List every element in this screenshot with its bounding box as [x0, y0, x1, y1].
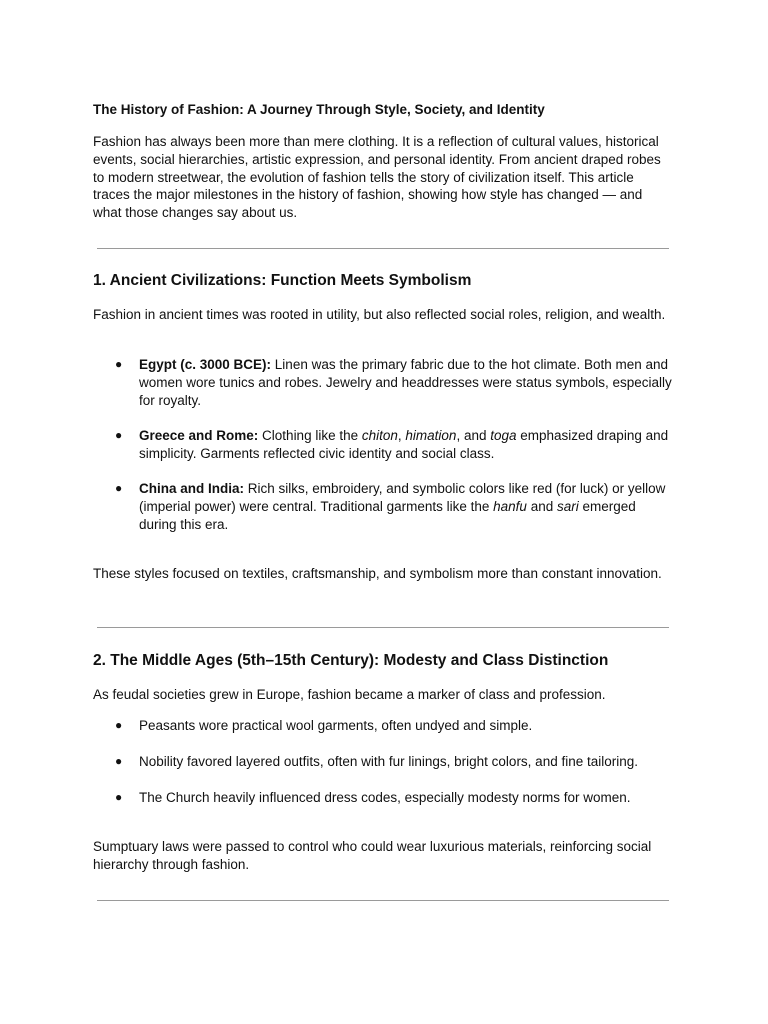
bullet-icon: ●: [115, 754, 123, 768]
bullet-icon: ●: [115, 481, 123, 495]
bullet-list-middle-ages: [93, 753, 673, 771]
bullet-text: Peasants wore practical wool garments, often undyed and simple.: [139, 718, 533, 733]
list-item: [93, 427, 673, 463]
list-item: [93, 753, 673, 771]
bullet-text: emphasized draping and simplicity. Garments reflected civic identity and social class.: [139, 428, 669, 461]
bullet-label: Greece and Rome:: [139, 428, 259, 443]
bullet-text: and: [526, 498, 557, 514]
bullet-list-ancient: [93, 427, 673, 463]
bullet-label: Egypt (c. 3000 BCE):: [139, 357, 272, 372]
section-divider: [97, 627, 669, 628]
list-item: [93, 480, 673, 533]
bullet-icon: ●: [115, 357, 123, 371]
section-divider: [97, 248, 669, 249]
section-closing-middle-ages: Sumptuary laws were passed to control who could wear luxurious materials, reinforcing social hierarchy through fashion.: [93, 839, 652, 872]
bullet-text: emerged during this era.: [139, 498, 636, 532]
bullet-icon: ●: [115, 718, 123, 732]
section-heading-ancient: 1. Ancient Civilizations: Function Meets Symbolism: [93, 272, 472, 289]
bullet-list-ancient: [93, 356, 673, 409]
list-item: [93, 717, 673, 735]
bullet-list-middle-ages: [93, 717, 673, 735]
garment-term: hanfu: [493, 498, 527, 514]
bullet-list-ancient: [93, 480, 673, 533]
garment-term: sari: [556, 498, 579, 514]
bullet-list-middle-ages: [93, 789, 673, 807]
section-divider: [97, 900, 669, 901]
section-closing-ancient: These styles focused on textiles, craftsmanship, and symbolism more than constant innovation.: [93, 566, 662, 581]
bullet-label: China and India:: [139, 481, 245, 496]
section-lead-middle-ages: As feudal societies grew in Europe, fashion became a marker of class and profession.: [93, 687, 606, 702]
garment-term: chiton: [361, 428, 398, 443]
bullet-text: Linen was the primary fabric due to the hot climate. Both men and women wore tunics and robes. Jewelry and headdresses were status symbols, especially for royalty.: [139, 357, 672, 408]
bullet-text: , and: [456, 428, 491, 443]
bullet-icon: ●: [115, 790, 123, 804]
list-item: [93, 789, 673, 807]
document-title: The History of Fashion: A Journey Through Style, Society, and Identity: [93, 102, 545, 117]
bullet-text: Rich silks, embroidery, and symbolic colors like red (for luck) or yellow (imperial power) were central. Traditional garments like the: [139, 481, 666, 514]
section-heading-middle-ages: 2. The Middle Ages (5th–15th Century): Modesty and Class Distinction: [93, 652, 609, 669]
intro-paragraph: Fashion has always been more than mere clothing. It is a reflection of cultural values, historical events, social hierarchies, artistic expression, and personal identity. From ancient draped robes to modern streetwear, the evolution of fashion tells the story of civilization itself. This article traces the major milestones in the history of fashion, showing how style has changed — and what those changes say about us.: [93, 134, 661, 221]
garment-term: himation: [405, 428, 457, 443]
bullet-text: Clothing like the: [258, 428, 362, 443]
section-lead-ancient: Fashion in ancient times was rooted in utility, but also reflected social roles, religion, and wealth.: [93, 307, 666, 322]
bullet-icon: ●: [115, 428, 123, 442]
bullet-text: The Church heavily influenced dress codes, especially modesty norms for women.: [139, 790, 631, 805]
bullet-text: ,: [397, 428, 406, 443]
list-item: [93, 356, 673, 409]
garment-term: toga: [490, 428, 517, 443]
bullet-text: Nobility favored layered outfits, often with fur linings, bright colors, and fine tailoring.: [139, 754, 639, 769]
